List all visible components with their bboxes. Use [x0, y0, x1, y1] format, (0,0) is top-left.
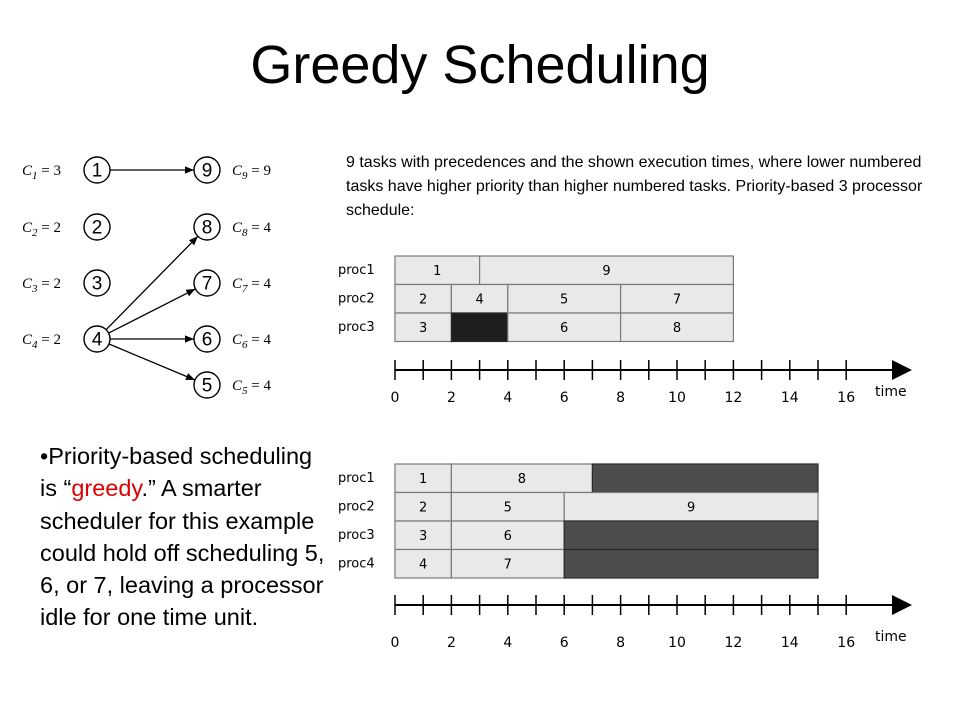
idle-bar	[564, 550, 818, 579]
tick-label: 0	[390, 635, 400, 651]
task-node-label: 3	[91, 273, 103, 295]
task-bar-label: 6	[503, 528, 512, 544]
task-node-7	[194, 270, 271, 296]
task-node-label: 6	[201, 329, 213, 351]
task-bar-label: 6	[560, 320, 569, 336]
tick-label: 4	[503, 390, 513, 406]
task-node-label: 7	[201, 273, 213, 295]
edge-4-to-8	[106, 236, 198, 329]
bullet-post: .” A smarter scheduler for this example could hold off scheduling 5, 6, or 7, leaving a processor idle for one time unit.	[40, 475, 325, 631]
task-cost-9: $C_9 = 9$	[232, 163, 271, 182]
axis-title: time	[875, 629, 907, 645]
task-bar-label: 9	[686, 500, 696, 516]
task-node-8	[194, 214, 271, 240]
task-bar-label: 5	[503, 500, 512, 516]
proc-label: proc4	[338, 556, 375, 572]
task-cost-5: $C_5 = 4$	[232, 378, 271, 397]
edge-4-to-7	[109, 289, 196, 333]
task-node-label: 1	[91, 160, 103, 182]
task-bar-label: 7	[503, 557, 512, 573]
task-node-9	[194, 157, 271, 183]
task-node-2	[22, 214, 110, 240]
tick-label: 12	[724, 390, 743, 406]
tick-label: 16	[837, 635, 856, 651]
proc-label: proc1	[338, 262, 375, 278]
bullet-pre: Priority-based scheduling is “	[40, 443, 313, 502]
task-bar-label: 4	[419, 557, 428, 573]
tick-label: 12	[724, 635, 743, 651]
tick-label: 10	[668, 390, 686, 406]
tick-label: 10	[668, 635, 686, 651]
task-bar-label: 1	[433, 263, 442, 279]
proc-label: proc2	[338, 499, 375, 515]
task-bar-label: 4	[475, 292, 484, 308]
schedule-2	[338, 464, 910, 651]
tick-label: 14	[780, 635, 799, 651]
edge-4-to-5	[109, 344, 195, 380]
task-cost-1: $C_1 = 3$	[22, 163, 61, 182]
description-text: 9 tasks with precedences and the shown execution times, where lower numbered tasks have higher priority than higher numbered tasks. Priority-based 3 processor schedule:	[346, 154, 923, 219]
task-cost-2: $C_2 = 2$	[22, 220, 61, 239]
tick-label: 4	[503, 635, 513, 651]
task-bar-label: 3	[419, 320, 428, 336]
tick-label: 8	[616, 635, 626, 651]
bullet-marker: •	[40, 443, 49, 469]
schedule-1	[338, 256, 910, 406]
proc-label: proc1	[338, 470, 375, 486]
proc-label: proc3	[338, 527, 375, 543]
task-bar-label: 1	[419, 471, 428, 487]
tick-label: 0	[390, 390, 400, 406]
tick-label: 2	[446, 390, 456, 406]
task-node-label: 4	[91, 329, 103, 351]
tick-label: 6	[559, 390, 569, 406]
task-bar-label: 3	[419, 528, 428, 544]
task-cost-8: $C_8 = 4$	[232, 220, 271, 239]
task-node-1	[22, 157, 110, 183]
idle-bar	[564, 521, 818, 550]
task-bar-label: 8	[517, 471, 527, 487]
task-bar-label: 2	[419, 292, 428, 308]
task-node-label: 2	[91, 217, 103, 239]
task-cost-3: $C_3 = 2$	[22, 276, 61, 295]
task-bar-label: 8	[672, 320, 682, 336]
page-title: Greedy Scheduling	[250, 35, 710, 95]
idle-bar	[451, 313, 507, 342]
task-node-label: 5	[201, 375, 213, 397]
task-node-6	[194, 326, 271, 352]
task-node-3	[22, 270, 110, 296]
tick-label: 6	[559, 635, 569, 651]
tick-label: 2	[446, 635, 456, 651]
proc-label: proc2	[338, 291, 375, 307]
tick-label: 14	[780, 390, 799, 406]
task-cost-7: $C_7 = 4$	[232, 276, 271, 295]
task-cost-6: $C_6 = 4$	[232, 332, 271, 351]
task-bar-label: 9	[602, 263, 611, 279]
task-node-4	[22, 326, 110, 352]
task-cost-4: $C_4 = 2$	[22, 332, 61, 351]
task-bar-label: 5	[560, 292, 569, 308]
task-bar-label: 2	[419, 500, 428, 516]
axis-title: time	[875, 384, 907, 400]
bullet-highlight: greedy	[71, 475, 142, 502]
task-bar-label: 7	[672, 292, 682, 308]
proc-label: proc3	[338, 319, 375, 335]
task-node-label: 9	[201, 160, 213, 182]
tick-label: 16	[837, 390, 856, 406]
task-node-5	[194, 372, 271, 398]
idle-bar	[592, 464, 818, 493]
task-node-label: 8	[201, 217, 213, 239]
tick-label: 8	[616, 390, 626, 406]
